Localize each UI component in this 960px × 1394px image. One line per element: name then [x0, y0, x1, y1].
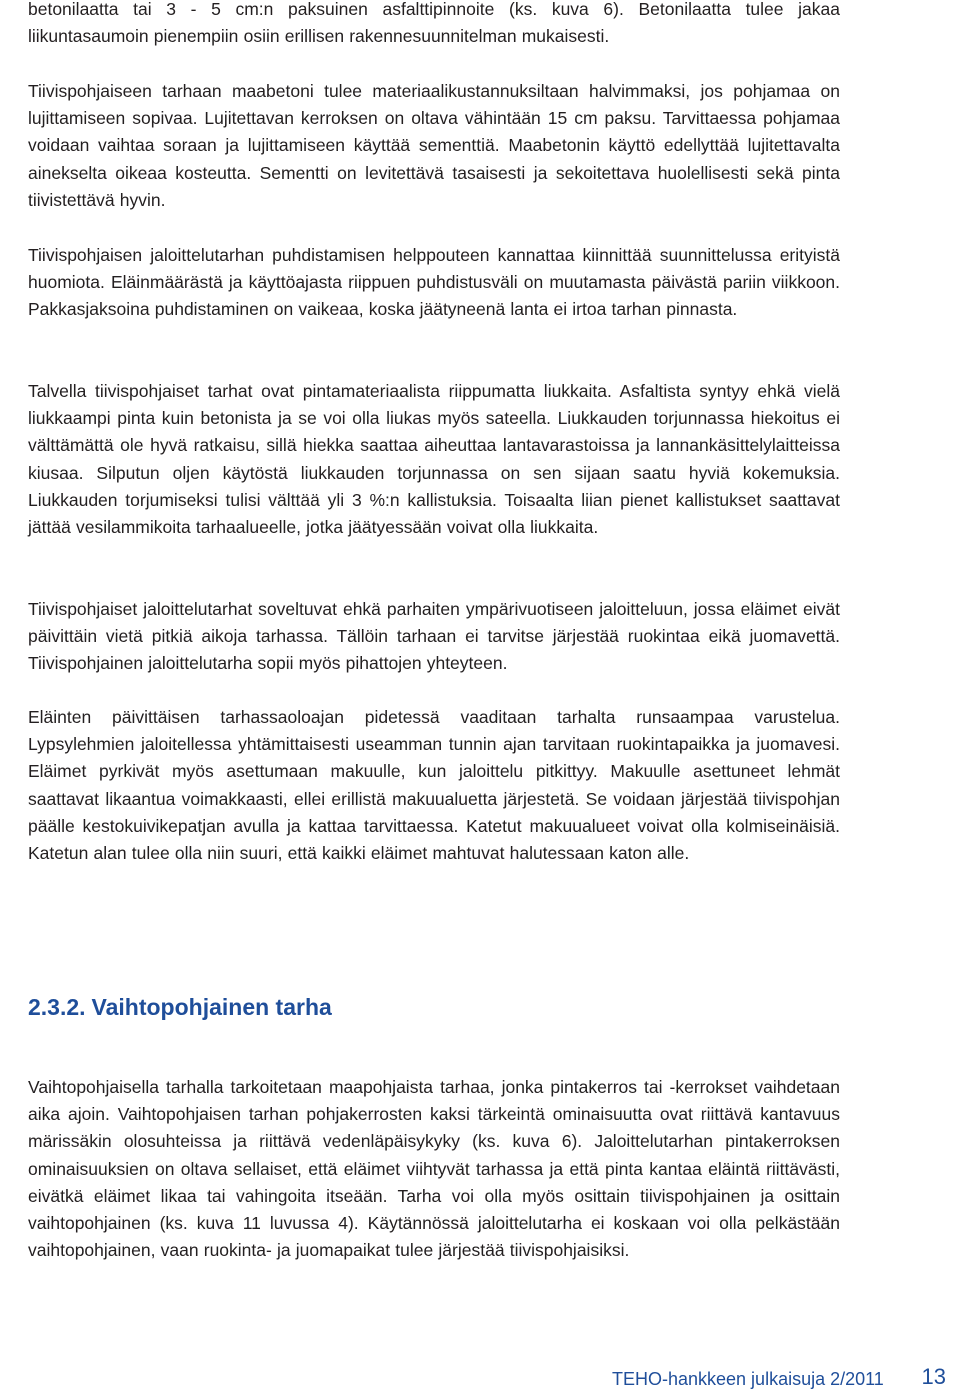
footer-publication-title: TEHO-hankkeen julkaisuja 2/2011 [612, 1369, 884, 1389]
body-paragraph-4: Talvella tiivispohjaiset tarhat ovat pintamateriaalista riippumatta liukkaita. Asfaltista syntyy ehkä vielä liukkaampi pinta kuin betonista ja se voi olla liukas myös sateella. Liukkauden torjunnassa hiekoitus ei välttämättä ole hyvä ratkaisu, sillä hiekka saattaa aiheuttaa lantavarastoissa ja lannankäsittelylaitteissa kiusaa. Silputun oljen käytöstä liukkauden torjunnassa on sen sijaan saatu hyviä kokemuksia. Liukkauden torjumiseksi tulisi välttää yli 3 %:n kallistuksia. Toisaalta liian pienet kallistukset saattavat jättää vesilammikoita tarhaalueelle, jotka jäätyessään voivat olla liukkaita. [28, 381, 840, 538]
body-paragraph-1: betonilaatta tai 3 - 5 cm:n paksuinen asfalttipinnoite (ks. kuva 6). Betonilaatta tulee jakaa liikuntasaumoin pienempiin osiin erillisen rakennesuunnitelman mukaisesti. [28, 0, 840, 47]
section-title: Vaihtopohjainen tarha [91, 994, 332, 1020]
page-footer [612, 1362, 952, 1392]
body-paragraph-3: Tiivispohjaisen jaloittelutarhan puhdistamisen helppouteen kannattaa kiinnittää suunnittelussa erityistä huomiota. Eläinmäärästä ja käyttöajasta riippuen puhdistusväli on muutamasta päivästä pariin viikkoon. Pakkasjaksoina puhdistaminen on vaikeaa, koska jäätyneenä lanta ei irtoa tarhan pinnasta. [28, 245, 840, 320]
page-number: 13 [921, 1364, 946, 1389]
section-heading [28, 992, 332, 1022]
section-number: 2.3.2. [28, 994, 86, 1020]
body-paragraph-6: Eläinten päivittäisen tarhassaoloajan pidetessä vaaditaan tarhalta runsaampaa varustelua. Lypsylehmien jaloitellessa yhtämittaisesti useamman tunnin ajan tarvitaan ruokintapaikka ja juomavesi. Eläimet pyrkivät myös asettumaan makuulle, kun jaloittelu pitkittyy. Makuulle asettuneet lehmät saattavat likaantua voimakkaasti, ellei erillistä makuualuetta järjestetä. Se voidaan järjestää tiivispohjan päälle kestokuivikepatjan avulla ja kattaa tarvittaessa. Katetut makuualueet voivat olla kolmiseinäisiä. Katetun alan tulee olla niin suuri, että kaikki eläimet mahtuvat halutessaan katon alle. [28, 707, 840, 864]
body-paragraph-5: Tiivispohjaiset jaloittelutarhat soveltuvat ehkä parhaiten ympärivuotiseen jaloitteluun, jossa eläimet eivät päivittäin vietä pitkiä aikoja tarhassa. Tällöin tarhaan ei tarvitse järjestää ruokintaa eikä juomavettä. Tiivispohjainen jaloittelutarha sopii myös pihattojen yhteyteen. [28, 599, 840, 674]
section-paragraph: Vaihtopohjaisella tarhalla tarkoitetaan maapohjaista tarhaa, jonka pintakerros tai -kerrokset vaihdetaan aika ajoin. Vaihtopohjaisen tarhan pohjakerrosten kaksi tärkeintä ominaisuutta ovat riittävä kantavuus märissäkin olosuhteissa ja riittävä vedenläpäisykyky (ks. kuva 6). Jaloittelutarhan pintakerroksen ominaisuuksien on oltava sellaiset, että eläimet viihtyvät tarhassa ja että pinta kantaa eläintä riittävästi, eivätkä eläimet likaa tai vahingoita itseään. Tarha voi olla myös osittain tiivispohjainen ja osittain vaihtopohjainen (ks. kuva 11 luvussa 4). Käytännössä jaloittelutarha ei koskaan voi olla pelkästään vaihtopohjainen, vaan ruokinta- ja juomapaikat tulee järjestää tiivispohjaisiksi. [28, 1077, 840, 1261]
body-paragraph-2: Tiivispohjaiseen tarhaan maabetoni tulee materiaalikustannuksiltaan halvimmaksi, jos pohjamaa on lujittamiseen sopivaa. Lujitettavan kerroksen on oltava vähintään 15 cm paksu. Tarvittaessa pohjamaa voidaan vaihtaa soraan ja lujittamiseen käyttää sementtiä. Maabetonin käyttö edellyttää lujitettavalta ainekselta oikeaa kosteutta. Sementti on levitettävä tasaisesti ja sekoitettava huolellisesti sekä pinta tiivistettävä hyvin. [28, 81, 840, 210]
